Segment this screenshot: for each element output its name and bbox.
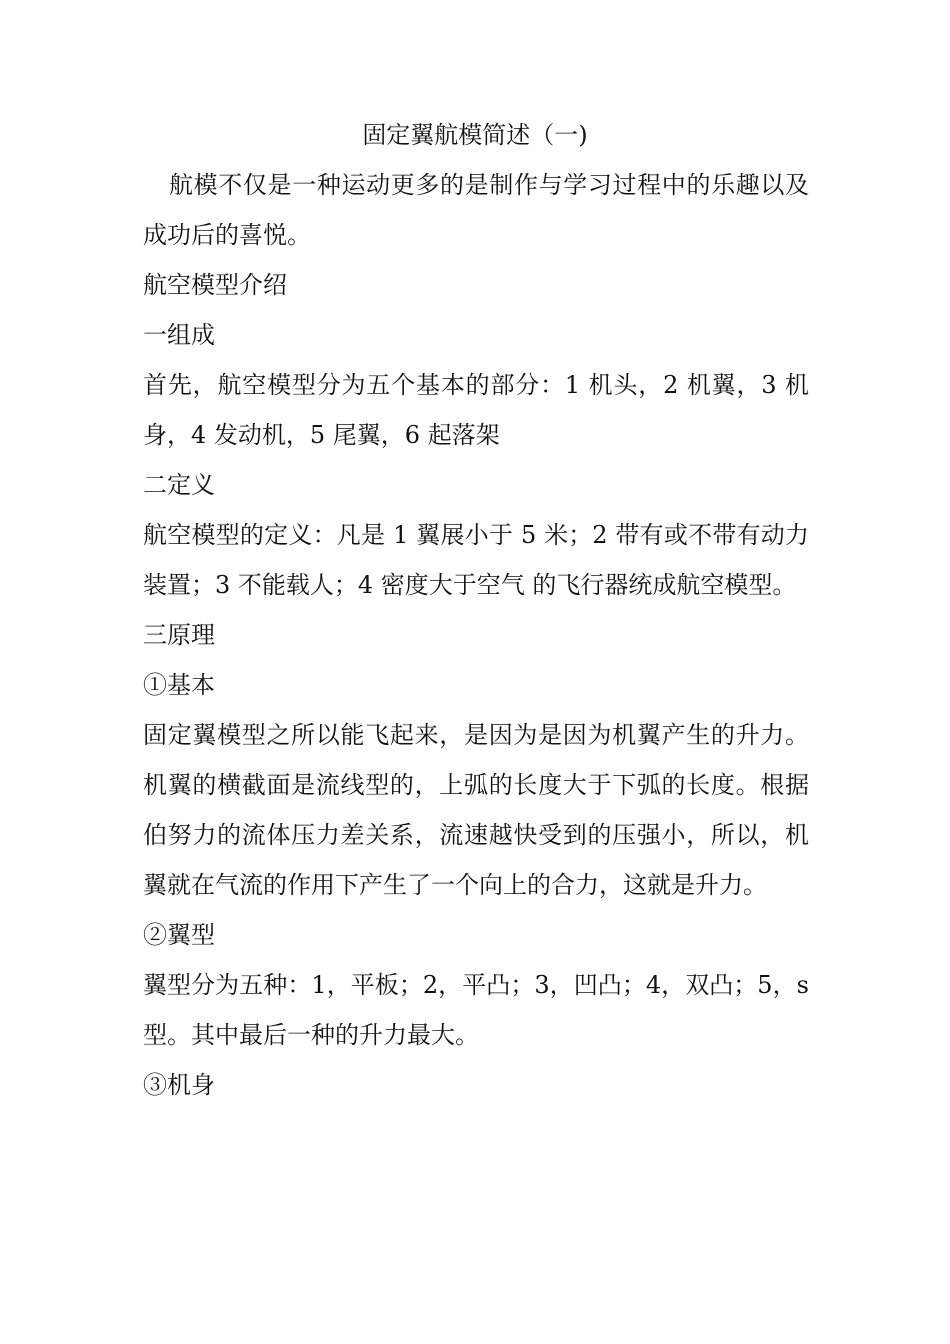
subsection-heading: ②翼型 <box>143 921 215 949</box>
body-paragraph: 固定翼模型之所以能飞起来，是因为是因为机翼产生的升力。机翼的横截面是流线型的，上弧的长度大于下弧的长度。根据伯努力的流体压力差关系，流速越快受到的压强小，所以，机翼就在气流的作用下产生了一个向上的合力，这就是升力。 <box>143 721 809 899</box>
section-heading: 航空模型介绍 <box>143 271 287 299</box>
body-paragraph: 翼型分为五种：1，平板；2，平凸；3，凹凸；4，双凸；5，s 型。其中最后一种的升力最大。 <box>143 971 809 1049</box>
subsection-heading: ③机身 <box>143 1071 215 1099</box>
section-heading: 三原理 <box>143 621 215 649</box>
body-paragraph: 航空模型的定义：凡是 1 翼展小于 5 米；2 带有或不带有动力装置；3 不能载人；4 密度大于空气 的飞行器统成航空模型。 <box>143 521 809 599</box>
document-title: 固定翼航模简述（一) <box>362 121 588 149</box>
document-body <box>143 160 809 1110</box>
section-heading: 二定义 <box>143 471 215 499</box>
section-heading: 一组成 <box>143 321 215 349</box>
subsection-heading: ①基本 <box>143 671 215 699</box>
intro-paragraph: 航模不仅是一种运动更多的是制作与学习过程中的乐趣以及成功后的喜悦。 <box>143 171 809 249</box>
body-paragraph: 首先，航空模型分为五个基本的部分：1 机头，2 机翼，3 机身，4 发动机，5 尾翼，6 起落架 <box>143 371 809 449</box>
